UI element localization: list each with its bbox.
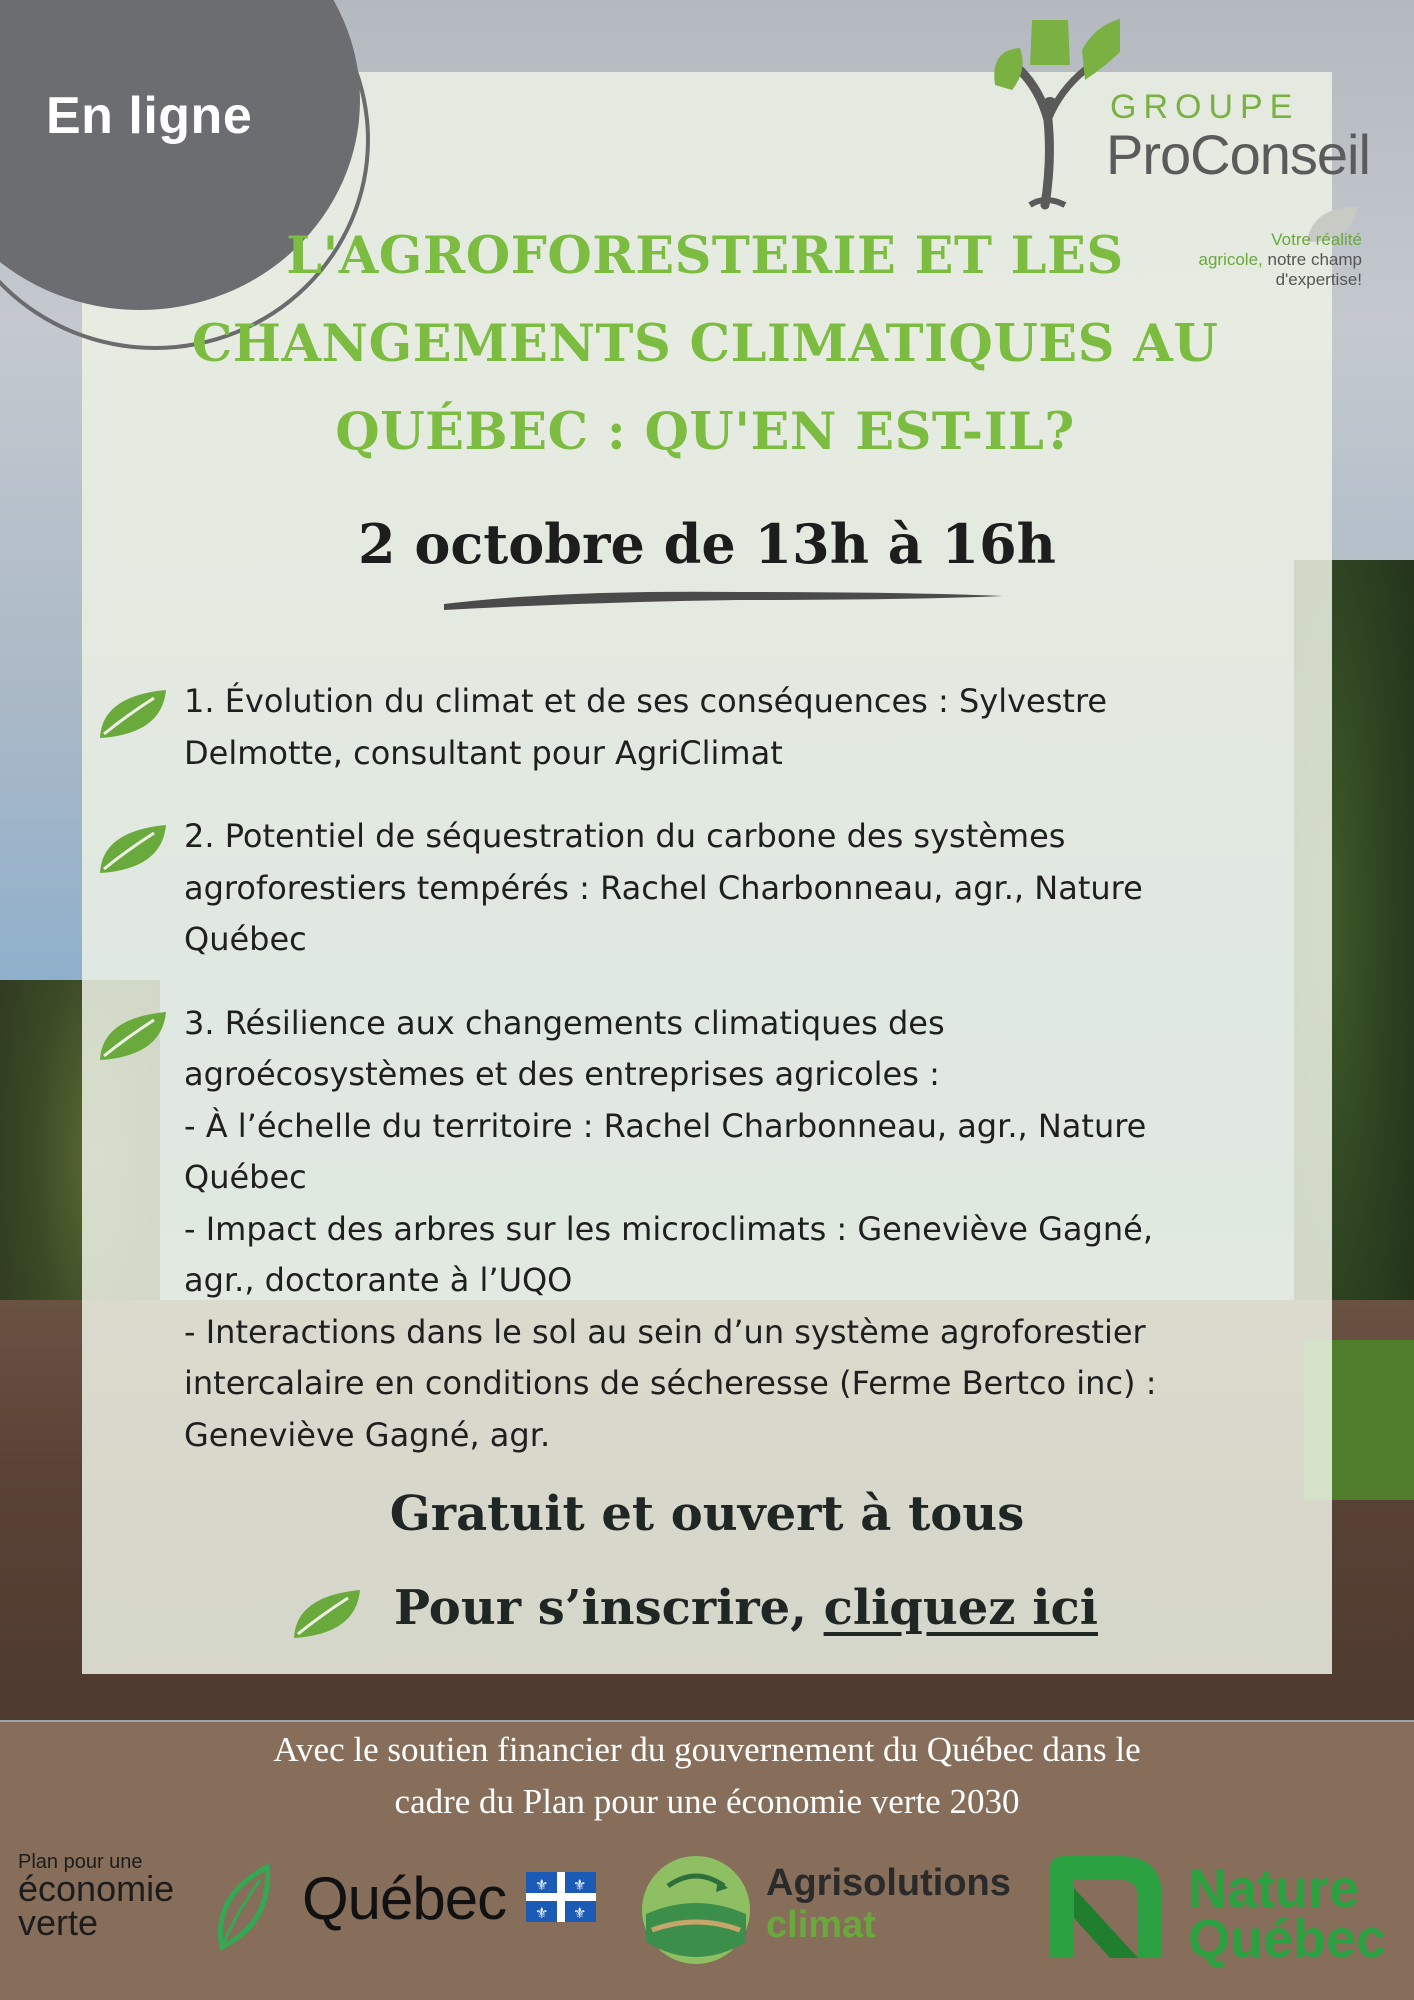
logo-groupe: GROUPE — [1110, 88, 1300, 126]
nature-quebec-mark-icon — [1040, 1848, 1170, 1968]
online-badge-label: En ligne — [46, 87, 253, 145]
agenda-item: 1. Évolution du climat et de ses conséquences : Sylvestre Delmotte, consultant pour AgriClimat — [96, 676, 1296, 779]
logo-tagline-3: d'expertise! — [1275, 270, 1362, 289]
leaf-bullet-icon — [290, 1586, 364, 1642]
free-admission-text: Gratuit et ouvert à tous — [389, 1486, 1025, 1542]
logo-tagline-1: Votre réalité — [1271, 230, 1362, 249]
leaf-bullet-icon — [96, 821, 170, 877]
leaf-bullet-icon — [96, 1008, 170, 1064]
register-text: Pour s’inscrire, cliquez ici — [394, 1580, 1098, 1636]
svg-text:⚜: ⚜ — [573, 1904, 587, 1922]
agrisolutions-climat-label: climat — [766, 1904, 876, 1946]
green-leaf-icon — [212, 1862, 272, 1952]
logo-tagline-2: agricole, notre champ — [1198, 250, 1362, 269]
svg-text:⚜: ⚜ — [535, 1904, 549, 1922]
nature-quebec-label-1: Nature — [1188, 1859, 1360, 1919]
leaf-bullet-icon — [96, 686, 170, 742]
svg-text:⚜: ⚜ — [573, 1876, 587, 1894]
agrisolutions-label: Agrisolutions — [766, 1862, 1011, 1904]
quebec-flag-icon — [526, 1872, 596, 1922]
event-title — [170, 212, 1240, 476]
agrisolutions-climat-icon — [638, 1852, 754, 1968]
tree-logo-icon — [990, 10, 1120, 210]
event-date: 2 octobre de 13h à 16h — [358, 512, 1056, 576]
agenda-list — [96, 676, 1296, 1493]
quebec-logo: Québec — [302, 1865, 507, 1932]
title-line: QUÉBEC : QU'EN EST-IL? — [335, 402, 1075, 462]
title-line: L'AGROFORESTERIE ET LES — [286, 226, 1124, 286]
title-line: CHANGEMENTS CLIMATIQUES AU — [191, 314, 1219, 374]
plan-economie-verte-logo: Plan pour une économie verte — [18, 1851, 175, 1943]
register-link[interactable]: cliquez ici — [823, 1580, 1098, 1636]
nature-quebec-label-2: Québec — [1188, 1909, 1387, 1969]
agenda-item: 2. Potentiel de séquestration du carbone des systèmes agroforestiers tempérés : Rachel Charbonneau, agr., Nature Québec — [96, 811, 1296, 966]
logo-name: ProConseil — [1106, 123, 1370, 186]
svg-text:⚜: ⚜ — [535, 1876, 549, 1894]
agenda-item: 3. Résilience aux changements climatiques des agroécosystèmes et des entreprises agricoles : - À l’échelle du territoire : Rachel Charbonneau, agr., Nature Québec - Impact des arbres sur les microclimats : Geneviève Gagné, agr., doctorante à l’UQO - Interactions dans le sol au sein d’un système agroforestier intercalaire en conditions de sécheresse (Ferme Bertco inc) : Geneviève Gagné, agr. — [96, 998, 1296, 1462]
funding-text: Avec le soutien financier du gouvernement du Québec dans le cadre du Plan pour une économie verte 2030 — [273, 1730, 1141, 1821]
brush-underline — [438, 582, 1008, 612]
